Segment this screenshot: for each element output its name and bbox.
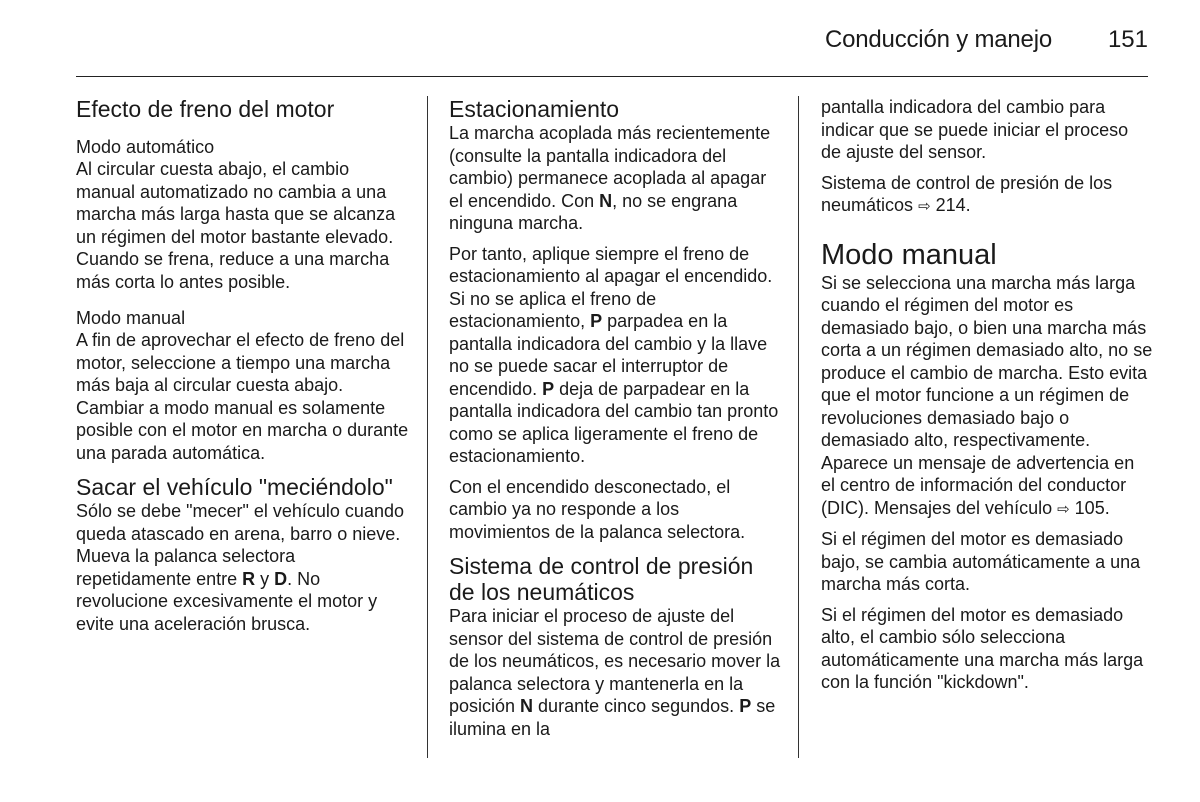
section-heading-modo-manual: Modo manual: [821, 238, 997, 271]
section-heading-presion-neumaticos: Sistema de control de presión de los neumáticos: [449, 553, 754, 605]
page-header: [76, 22, 1148, 77]
paragraph-estacionamiento-3: Con el encendido desconectado, el cambio ya no responde a los movimientos de la palanca selectora.: [449, 476, 746, 542]
page-number: 151: [1107, 26, 1148, 53]
running-title: Conducción y manejo: [824, 26, 1052, 53]
paragraph-continuation: pantalla indicadora del cambio para indicar que se puede iniciar el proceso de ajuste del sensor.: [821, 97, 1129, 162]
section-heading-mecer: Sacar el vehículo "meciéndolo": [76, 474, 393, 500]
paragraph-modo-manual-3: Si el régimen del motor es demasiado alto, el cambio sólo selecciona automáticamente una marcha más larga con la función "kickdown".: [821, 604, 1144, 692]
column-left: [76, 96, 410, 643]
paragraph-presion-neumaticos: Para iniciar el proceso de ajuste del sensor del sistema de control de presión de los neumáticos, es necesario mover la palanca selectora y mantenerla en la posición N durante cinco segundos. P se ilumina en la: [449, 606, 781, 739]
column-right: [821, 96, 1153, 702]
column-middle: [449, 96, 781, 748]
page-reference-arrow-icon: ⇨: [918, 197, 931, 215]
column-divider: [427, 96, 428, 758]
page-reference-arrow-icon: ⇨: [1057, 499, 1070, 518]
paragraph-cross-reference: Sistema de control de presión de los neumáticos ⇨ 214.: [821, 172, 1113, 215]
paragraph-estacionamiento-1: La marcha acoplada más recientemente (consulte la pantalla indicadora del cambio) permanece acoplada al apagar el encendido. Con N, no se engrana ninguna marcha.: [449, 123, 771, 233]
paragraph-mecer: Sólo se debe "mecer" el vehículo cuando queda atascado en arena, barro o nieve. Mueva la palanca selectora repetidamente entre R y D. No revolucione excesivamente el motor y evite una aceleración brusca.: [76, 501, 404, 634]
column-divider: [798, 96, 799, 758]
paragraph-modo-manual: A fin de aprovechar el efecto de freno del motor, seleccione a tiempo una marcha más baja al circular cuesta abajo. Cambiar a modo manual es solamente posible con el motor en marcha o durante una parada automática.: [76, 330, 409, 463]
paragraph-modo-manual-1: Si se selecciona una marcha más larga cuando el régimen del motor es demasiado bajo, o bien una marcha más corta a un régimen demasiado alto, no se produce el cambio de marcha. Esto evita que el motor funcione a un régimen de revoluciones demasiado bajo o demasiado alto, respectivamente. Aparece un mensaje de advertencia en el centro de información del conductor (DIC). Mensajes del vehículo ⇨ 105.: [821, 272, 1153, 518]
paragraph-modo-automatico: Al circular cuesta abajo, el cambio manual automatizado no cambia a una marcha más larga hasta que se alcanza un régimen del motor bastante elevado. Cuando se frena, reduce a una marcha más corta lo antes posible.: [76, 159, 396, 292]
paragraph-estacionamiento-2: Por tanto, aplique siempre el freno de estacionamiento al apagar el encendido. Si no se aplica el freno de estacionamiento, P parpadea en la pantalla indicadora del cambio y la llave no se puede sacar el interruptor de encendido. P deja de parpadear en la pantalla indicadora del cambio tan pronto como se aplica ligeramente el freno de estacionamiento.: [449, 243, 779, 466]
subheading-modo-automatico: Modo automático: [76, 137, 215, 157]
section-heading-freno-motor: Efecto de freno del motor: [76, 96, 335, 122]
section-heading-estacionamiento: Estacionamiento: [449, 96, 620, 122]
subheading-modo-manual: Modo manual: [76, 308, 186, 328]
paragraph-modo-manual-2: Si el régimen del motor es demasiado bajo, se cambia automáticamente a una marcha más corta.: [821, 529, 1141, 594]
